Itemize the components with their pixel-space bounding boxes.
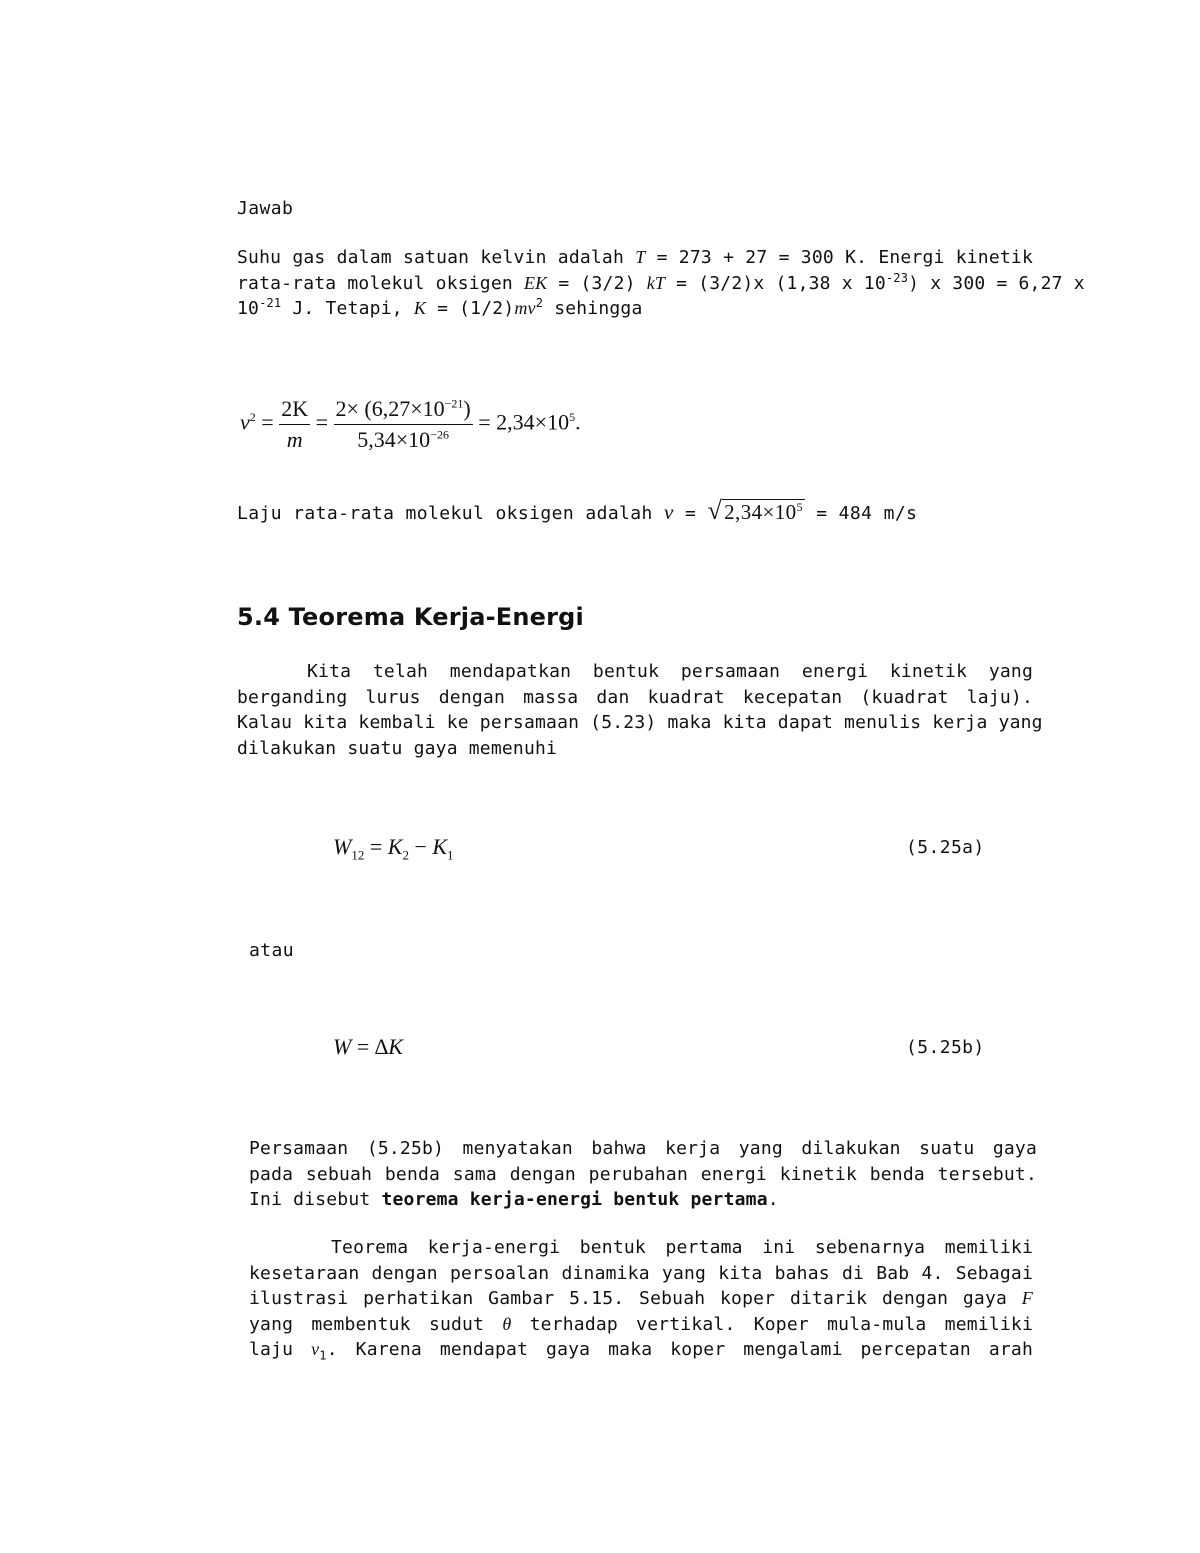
paragraph-line: $10^{-21}$ J. Tetapi, $K = (1/2)mv^2$ sehingga [237, 296, 643, 319]
square-root-icon: √ [707, 496, 723, 525]
paragraph-line: yang membentuk sudut θ terhadap vertikal. Koper mula-mula memiliki [249, 1313, 1033, 1335]
paragraph-line: Teorema kerja-energi bentuk pertama ini sebenarnya memiliki [331, 1237, 1033, 1258]
square-root-radicand: $2,34\times 10^5$ [724, 500, 803, 524]
paragraph-line: berganding lurus dengan massa dan kuadrat kecepatan (kuadrat laju). [237, 686, 1033, 708]
equation-number-5-25a: (5.25a) [906, 837, 985, 858]
paragraph-line: Persamaan (5.25b) menyatakan bahwa kerja yang dilakukan suatu gaya [249, 1138, 1037, 1159]
paragraph-line: rata-rata molekul oksigen EK = (3/2) kT = (3/2)x (1,38 x $10^{-23}$) x 300 = 6,27 x [237, 270, 1085, 294]
paragraph-theorem-statement [249, 1136, 1037, 1213]
paragraph-line: Suhu gas dalam satuan kelvin adalah T = 273 + 27 = 300 K. Energi kinetik [237, 247, 1033, 268]
speed-result-line: Laju rata-rata molekul oksigen adalah $v = √2,34\times 10^5 = 484$ m/s [237, 496, 918, 525]
jawab-label: Jawab [237, 198, 294, 219]
paragraph-illustration [249, 1235, 1033, 1369]
equation-5-25a: $W_{12} = K_2 - K_1$ [333, 834, 454, 863]
paragraph-line: dilakukan suatu gaya memenuhi [237, 737, 558, 759]
paragraph-work-energy-intro [237, 659, 1043, 761]
paragraph-line: Kita telah mendapatkan bentuk persamaan energi kinetik yang [307, 661, 1033, 682]
velocity-squared-equation: $v^2$ = $\frac{2K}{m}$ = $\frac{2\times (6,27\times 10^{-21})}{5,34\times 10^{-26}}$ = $2,34\times 10^5$. [240, 396, 581, 452]
paragraph-line: Ini disebut teorema kerja-energi bentuk pertama. [249, 1189, 779, 1210]
theorem-name: teorema kerja-energi bentuk pertama [381, 1189, 768, 1210]
paragraph-line: ilustrasi perhatikan Gambar 5.15. Sebuah koper ditarik dengan gaya F [249, 1288, 1033, 1309]
section-heading: 5.4 Teorema Kerja-Energi [237, 603, 584, 631]
equation-number-5-25b: (5.25b) [906, 1037, 985, 1058]
paragraph-temperature [237, 245, 1085, 322]
atau-label: atau [249, 940, 294, 961]
fraction-2k-over-m: $\frac{2K}{m}$ [281, 396, 309, 452]
paragraph-line: pada sebuah benda sama dengan perubahan energi kinetik benda tersebut. [249, 1163, 1037, 1185]
paragraph-line: Kalau kita kembali ke persamaan (5.23) maka kita dapat menulis kerja yang [237, 712, 1043, 733]
paragraph-line: kesetaraan dengan persoalan dinamika yang kita bahas di Bab 4. Sebagai [249, 1262, 1033, 1284]
equation-5-25b: W = ∆K [333, 1034, 403, 1059]
paragraph-line: laju $v_1$. Karena mendapat gaya maka koper mengalami percepatan arah [249, 1339, 1033, 1363]
fraction-numeric: $\frac{2\times (6,27\times 10^{-21})}{5,34\times 10^{-26}}$ [335, 396, 471, 452]
